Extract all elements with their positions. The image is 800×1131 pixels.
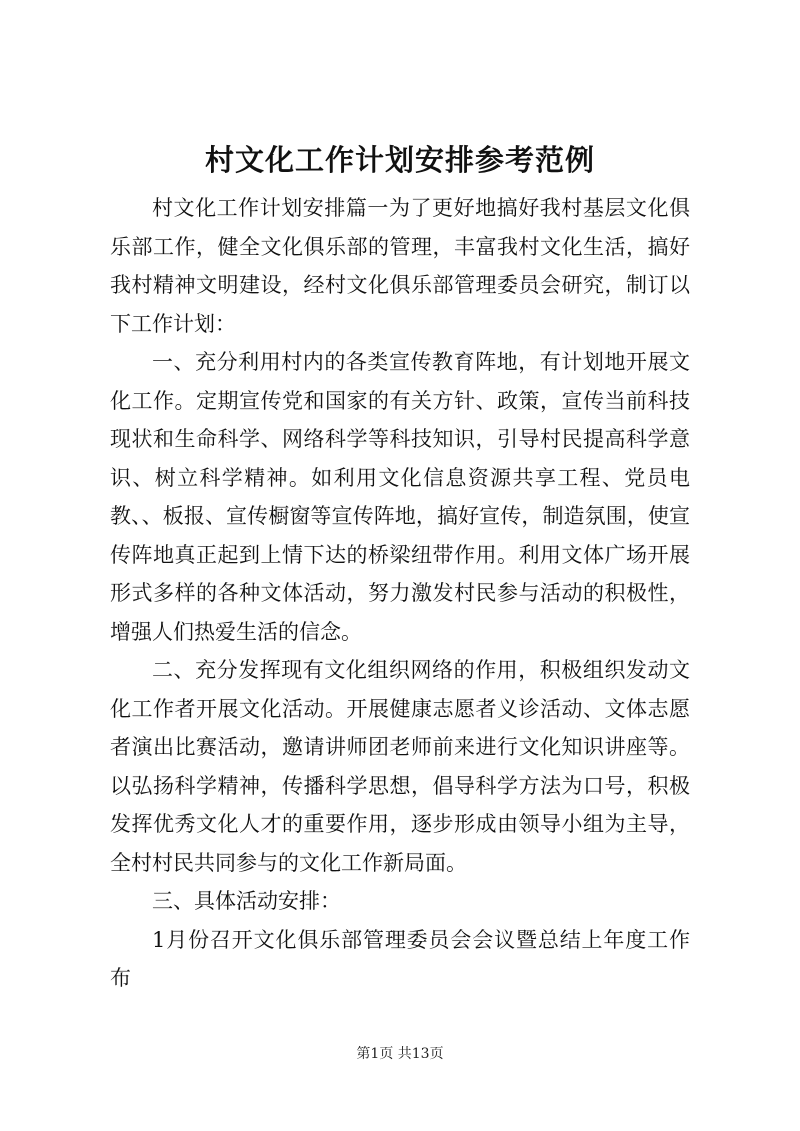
paragraph-january-plan: 1月份召开文化俱乐部管理委员会会议暨总结上年度工作布 — [110, 927, 690, 990]
paragraph-intro: 村文化工作计划安排篇一为了更好地搞好我村基层文化俱乐部工作，健全文化俱乐部的管理，丰富我村文化生活，搞好我村精神文明建设，经村文化俱乐部管理委员会研究，制订以下工作计划： — [110, 196, 690, 336]
document-title: 村文化工作计划安排参考范例 — [204, 143, 595, 177]
paragraph-section-1: 一、充分利用村内的各类宣传教育阵地，有计划地开展文化工作。定期宣传党和国家的有关方针、政策，宣传当前科技现状和生命科学、网络科学等科技知识，引导村民提高科学意识、树立科学精神。如利用文化信息资源共享工程、党员电教、、板报、宣传橱窗等宣传阵地，搞好宣传，制造氛围，使宣传阵地真正起到上情下达的桥梁纽带作用。利用文体广场开展形式多样的各种文体活动，努力激发村民参与活动的积极性，增强人们热爱生活的信念。 — [110, 350, 690, 644]
paragraph-section-3-heading: 三、具体活动安排： — [152, 889, 341, 913]
document-body — [110, 189, 690, 998]
page-number-footer: 第1页 共13页 — [356, 1046, 444, 1062]
paragraph-section-2: 二、充分发挥现有文化组织网络的作用，积极组织发动文化工作者开展文化活动。开展健康志愿者义诊活动、文体志愿者演出比赛活动，邀请讲师团老师前来进行文化知识讲座等。以弘扬科学精神，传播科学思想，倡导科学方法为口号，积极发挥优秀文化人才的重要作用，逐步形成由领导小组为主导，全村村民共同参与的文化工作新局面。 — [110, 658, 690, 875]
